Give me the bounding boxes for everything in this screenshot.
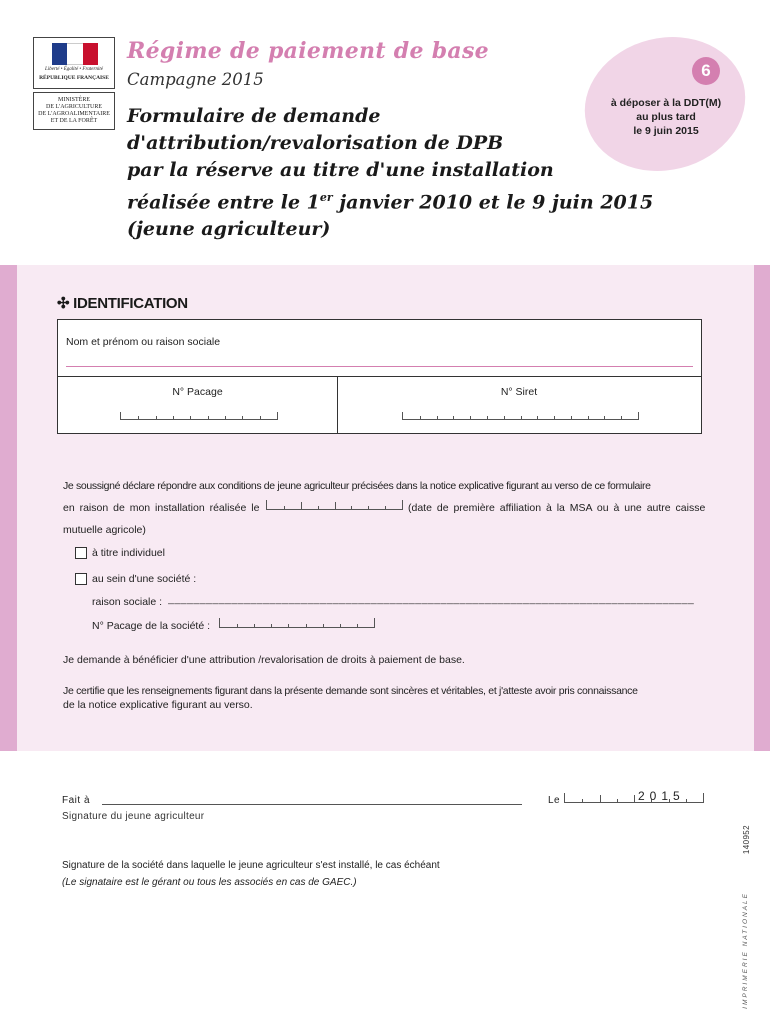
digit-separator	[340, 624, 341, 627]
deadline-line: au plus tard	[636, 111, 696, 123]
digit-separator	[582, 799, 583, 802]
digit-separator	[318, 506, 319, 509]
company-label: au sein d'une société :	[92, 573, 197, 585]
date-label: Le	[548, 795, 561, 806]
printer-credit: IMPRIMERIE NATIONALE	[742, 892, 749, 1009]
band-right-edge	[754, 265, 770, 751]
signature-year: 2015	[638, 789, 685, 803]
divider	[58, 376, 701, 377]
band-left-edge	[0, 265, 17, 751]
form-code: 140952	[742, 825, 751, 855]
ministry-line: DE L'AGRICULTURE	[45, 104, 103, 110]
request-statement: Je demande à bénéficier d'une attribution /revalorisation de droits à paiement de base.	[63, 654, 465, 666]
digit-separator	[617, 799, 618, 802]
digit-separator	[284, 506, 285, 509]
digit-separator	[634, 795, 635, 802]
digit-separator	[453, 416, 454, 419]
deadline-line: à déposer à la DDT(M)	[610, 97, 722, 109]
digit-separator	[242, 416, 243, 419]
digit-separator	[254, 624, 255, 627]
digit-separator	[604, 416, 605, 419]
scheme-title: Régime de paiement de base	[127, 38, 489, 64]
form-title-line: (jeune agriculteur)	[127, 218, 331, 241]
digit-separator	[260, 416, 261, 419]
company-signature-label: Signature de la société dans laquelle le jeune agriculteur s'est installé, le cas échéant	[62, 860, 440, 871]
company-checkbox[interactable]	[75, 573, 87, 585]
digit-separator	[190, 416, 191, 419]
name-input[interactable]	[66, 366, 693, 367]
place-label: Fait à	[62, 795, 91, 806]
form-title	[127, 103, 653, 243]
company-pacage-input[interactable]	[219, 618, 375, 628]
ministry-label	[33, 92, 115, 130]
digit-separator	[306, 624, 307, 627]
logo-republic: RÉPUBLIQUE FRANÇAISE	[39, 75, 109, 81]
digit-separator	[156, 416, 157, 419]
digit-separator	[521, 416, 522, 419]
republic-logo	[33, 37, 115, 89]
divider	[337, 376, 338, 434]
digit-separator	[621, 416, 622, 419]
digit-separator	[225, 416, 226, 419]
digit-separator	[351, 506, 352, 509]
digit-separator	[554, 416, 555, 419]
form-title-line: d'attribution/revalorisation de DPB	[127, 132, 504, 154]
digit-separator	[301, 502, 302, 509]
name-label: Nom et prénom ou raison sociale	[66, 336, 221, 348]
digit-separator	[385, 506, 386, 509]
digit-separator	[504, 416, 505, 419]
form-number-badge: 6	[692, 57, 720, 85]
form-title-line: réalisée entre le 1er janvier 2010 et le 9 juin 2015	[127, 191, 654, 214]
ministry-line: DE L'AGROALIMENTAIRE	[38, 111, 110, 117]
declaration-line: en raison de mon installation réalisée le	[63, 502, 260, 514]
section-identification-title: ✣ IDENTIFICATION	[57, 295, 188, 312]
digit-separator	[571, 416, 572, 419]
siret-label: N° Siret	[500, 386, 538, 398]
digit-separator	[323, 624, 324, 627]
digit-separator	[420, 416, 421, 419]
digit-separator	[588, 416, 589, 419]
declaration-line: Je soussigné déclare répondre aux conditions de jeune agriculteur précisées dans la notice explicative figurant au verso de ce formulaire	[63, 480, 651, 492]
company-name-input[interactable]: ___________________________________________________________________________________	[168, 593, 695, 605]
young-farmer-signature-label: Signature du jeune agriculteur	[62, 811, 205, 822]
siret-input[interactable]	[402, 412, 639, 420]
installation-date-input[interactable]	[266, 500, 403, 510]
ministry-line: ET DE LA FORÊT	[50, 118, 98, 124]
deadline-line: le 9 juin 2015	[633, 125, 699, 137]
digit-separator	[487, 416, 488, 419]
digit-separator	[537, 416, 538, 419]
identification-box	[57, 319, 702, 434]
company-signature-note: (Le signataire est le gérant ou tous les associés en cas de GAEC.)	[62, 877, 357, 888]
company-pacage-label: N° Pacage de la société :	[92, 620, 211, 632]
form-title-line: par la réserve au titre d'une installation	[127, 159, 554, 181]
digit-separator	[237, 624, 238, 627]
pacage-label: N° Pacage	[172, 386, 223, 398]
form-title-line: Formulaire de demande	[127, 105, 381, 127]
digit-separator	[335, 502, 336, 509]
marianne-flag-icon	[52, 43, 98, 65]
declaration-line: (date de première affiliation à la MSA ou à une autre caisse	[408, 502, 706, 514]
flourish-icon: ✣	[57, 295, 70, 312]
logo-motto: Liberté • Égalité • Fraternité	[45, 67, 103, 72]
place-input[interactable]	[102, 804, 522, 805]
certify-statement: Je certifie que les renseignements figurant dans la présente demande sont sincères et véritables, et j'atteste avoir pris connaissance	[63, 685, 638, 697]
digit-separator	[208, 416, 209, 419]
digit-separator	[470, 416, 471, 419]
digit-separator	[138, 416, 139, 419]
certify-statement: de la notice explicative figurant au verso.	[63, 699, 253, 711]
company-name-label: raison sociale :	[92, 596, 163, 608]
campaign-subtitle: Campagne 2015	[127, 70, 264, 89]
pacage-input[interactable]	[120, 412, 278, 420]
digit-separator	[686, 799, 687, 802]
declaration-line: mutuelle agricole)	[63, 524, 146, 536]
individual-label: à titre individuel	[92, 547, 165, 559]
digit-separator	[271, 624, 272, 627]
digit-separator	[357, 624, 358, 627]
ministry-line: MINISTÈRE	[58, 97, 90, 103]
digit-separator	[288, 624, 289, 627]
individual-checkbox[interactable]	[75, 547, 87, 559]
digit-separator	[173, 416, 174, 419]
digit-separator	[368, 506, 369, 509]
digit-separator	[600, 795, 601, 802]
digit-separator	[437, 416, 438, 419]
